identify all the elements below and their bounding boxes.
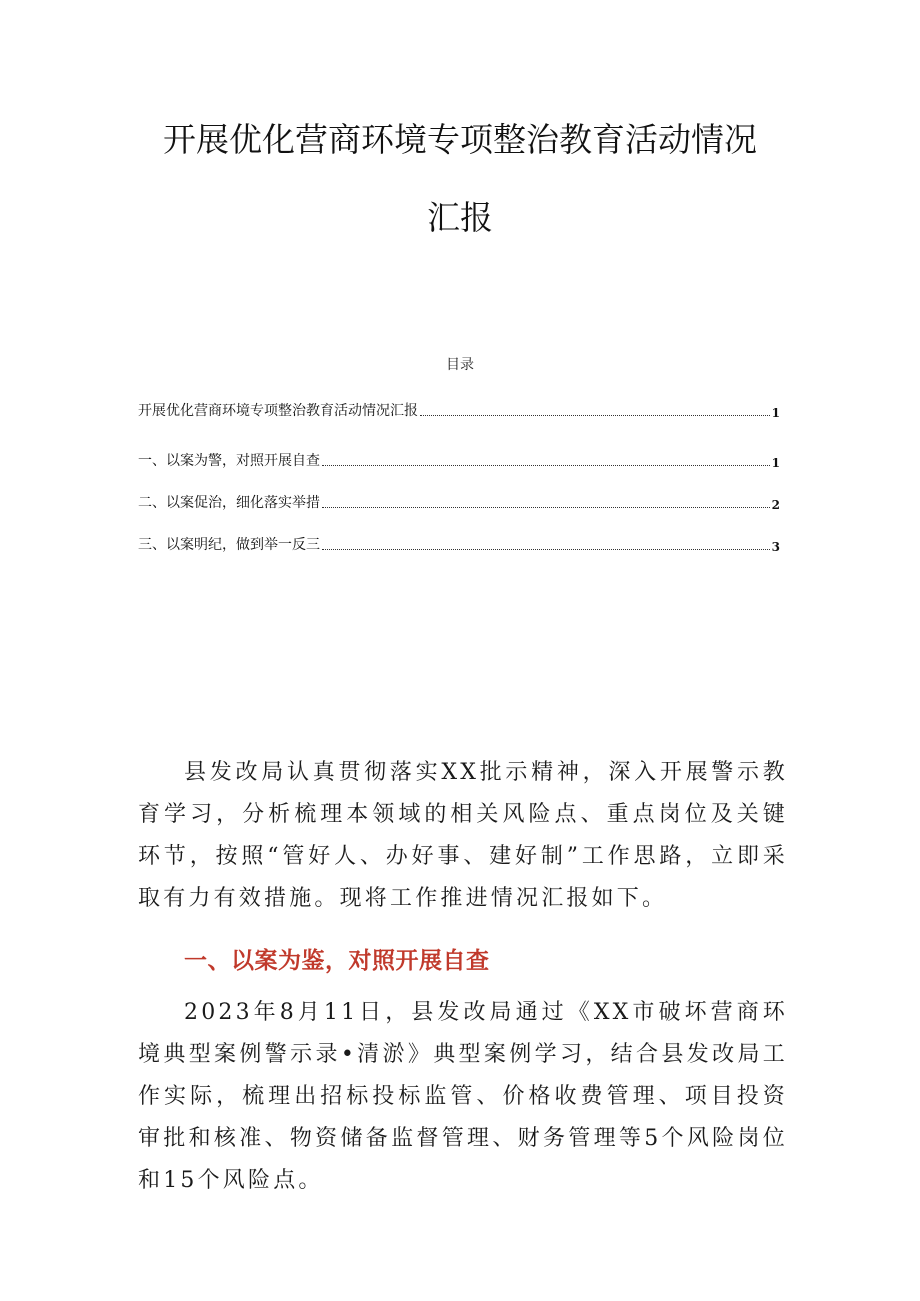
toc-item-label: 二、以案促治，细化落实举措 [138,495,320,511]
toc-leader-dots [322,507,770,508]
intro-paragraph: 县发改局认真贯彻落实XX批示精神，深入开展警示教育学习，分析梳理本领域的相关风险点、重点岗位及关键环节，按照“管好人、办好事、建好制”工作思路，立即采取有力有效措施。现将工作推进情况汇报如下。 [138,760,788,911]
toc-item-label: 开展优化营商环境专项整治教育活动情况汇报 [138,403,418,419]
toc-item-page: 3 [771,540,780,554]
toc-leader-dots [322,465,770,466]
toc-item[interactable] [138,400,780,420]
toc-item[interactable] [138,450,780,470]
toc-item-page: 1 [771,456,780,470]
document-title-line1: 开展优化营商环境专项整治教育活动情况 [163,120,757,159]
toc-item[interactable] [138,492,780,512]
toc-item-label: 一、以案为警，对照开展自查 [138,453,320,469]
document-title-line2: 汇报 [427,198,493,237]
toc-item[interactable] [138,534,780,554]
toc-leader-dots [322,549,770,550]
toc-item-page: 2 [771,498,780,512]
section-heading: 一、以案为鉴，对照开展自查 [184,948,490,974]
toc-item-page: 1 [771,406,780,420]
toc-leader-dots [420,415,770,416]
section-paragraph: 2023年8月11日，县发改局通过《XX市破坏营商环境典型案例警示录•清淤》典型案例学习，结合县发改局工作实际，梳理出招标投标监管、价格收费管理、项目投资审批和核准、物资储备监督管理、财务管理等5个风险岗位和15个风险点。 [138,1000,788,1193]
toc-heading: 目录 [446,357,474,373]
toc-item-label: 三、以案明纪，做到举一反三 [138,537,320,553]
